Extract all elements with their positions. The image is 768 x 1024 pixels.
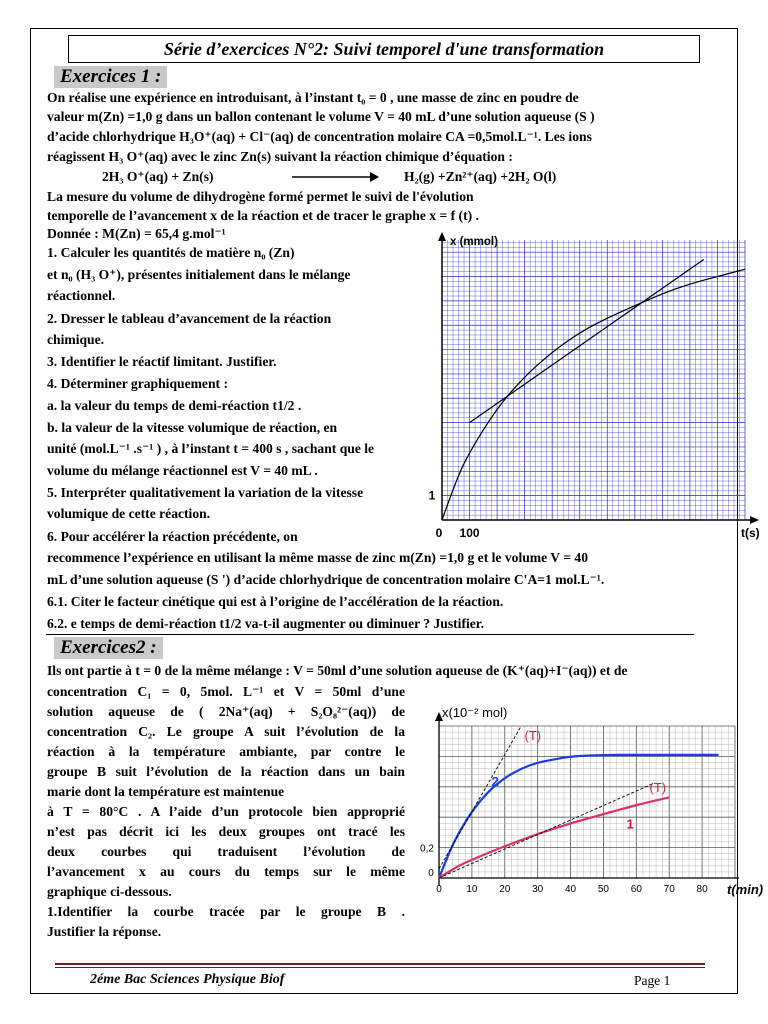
ex2-left-line: deux courbes qui traduisent l’évolution de bbox=[47, 844, 405, 859]
q6-line-1: 6. Pour accélérer la réaction précédente, on bbox=[47, 529, 298, 544]
x-tick-label: 70 bbox=[663, 884, 675, 895]
equation-reactants: 2H₃ O⁺(aq) + Zn(s) bbox=[102, 169, 214, 184]
q4b-line-2: unité (mol.L⁻¹ .s⁻¹ ) , à l’instant t = 400 s , sachant que le bbox=[47, 441, 375, 456]
ex2-left-line: n’est pas décrit ici les deux groupes ont tracé les bbox=[47, 824, 405, 839]
q4b-line-1: b. la valeur de la vitesse volumique de réaction, en bbox=[47, 420, 338, 435]
ex2-question-1: 1.Identifier la courbe tracée par le groupe B . bbox=[47, 904, 405, 919]
y-axis-label: x (mmol) bbox=[450, 236, 498, 248]
y-axis-label: x(10⁻² mol) bbox=[442, 705, 508, 720]
ex1-line-1: On réalise une expérience en introduisant, à l’instant t₀ = 0 , une masse de zinc en poudre de bbox=[47, 90, 579, 105]
exercise-2-heading: Exercices2 : bbox=[54, 637, 163, 659]
footer-page-number: Page 1 bbox=[634, 973, 671, 988]
tangent-label: (T) bbox=[524, 728, 542, 743]
footer-rule-bottom bbox=[55, 967, 705, 968]
ex2-left-line: solution aqueuse de ( 2Na⁺(aq) + S₂O₈²⁻(aq)) de bbox=[47, 704, 405, 719]
tangent-label: (T) bbox=[649, 779, 667, 795]
ex1-line-6: temporelle de l’avancement x de la réaction et de tracer le graphe x = f (t) . bbox=[47, 208, 479, 223]
q6-line-2: recommence l’expérience en utilisant la même masse de zinc m(Zn) =1,0 g et le volume V = 40 bbox=[47, 550, 589, 565]
y-tick-label: 0,2 bbox=[420, 843, 434, 855]
curve-x-of-t bbox=[442, 269, 745, 520]
ex1-line-5: La mesure du volume de dihydrogène formé permet le suivi de l'évolution bbox=[47, 189, 474, 204]
x-tick-label: 40 bbox=[564, 884, 577, 895]
q6-2: 6.2. e temps de demi-réaction t1/2 va-t-il augmenter ou diminuer ? Justifier. bbox=[47, 616, 484, 631]
tangent-line bbox=[439, 784, 653, 878]
x-tick-label: 60 bbox=[630, 884, 642, 895]
ex2-question-1-end: Justifier la réponse. bbox=[47, 924, 162, 939]
x-tick-label: 10 bbox=[466, 884, 478, 895]
ex2-left-line: concentration C₁ = 0, 5mol. L⁻¹ et V = 50ml d’une bbox=[47, 684, 405, 699]
y-tick-label: 1 bbox=[428, 488, 436, 503]
chart-1-x-vs-t bbox=[420, 232, 760, 547]
q5-line-2: volumique de cette réaction. bbox=[47, 506, 211, 521]
q4: 4. Déterminer graphiquement : bbox=[47, 376, 228, 391]
exercise-1-heading: Exercices 1 : bbox=[54, 66, 167, 88]
curve-2-label: 2 bbox=[491, 773, 499, 789]
footer-class-label: 2éme Bac Sciences Physique Biof bbox=[90, 972, 285, 987]
ex1-line-3: d’acide chlorhydrique H₃O⁺(aq) + Cl⁻(aq) de concentration molaire CA =0,5mol.L⁻¹. Les ions bbox=[47, 129, 592, 144]
q4b-line-3: volume du mélange réactionnel est V = 40 mL . bbox=[47, 463, 318, 478]
x-tick-label: 50 bbox=[597, 884, 610, 895]
ex2-left-line: groupe B suit l’évolution de la réaction dans un bain bbox=[47, 764, 405, 779]
q1-line-1: 1. Calculer les quantités de matière n₀ (Zn) bbox=[47, 245, 295, 260]
ex2-left-line: réaction à la température ambiante, par contre le bbox=[47, 744, 405, 759]
q3: 3. Identifier le réactif limitant. Justifier. bbox=[47, 354, 277, 369]
footer-rule-top bbox=[55, 963, 705, 965]
q1-line-2: et n₀ (H₃ O⁺), présentes initialement dans le mélange bbox=[47, 267, 351, 282]
x-tick-label: 100 bbox=[459, 526, 480, 540]
x-tick-label: 80 bbox=[696, 884, 708, 895]
x-axis-arrow bbox=[750, 516, 759, 524]
x-axis-label: t(min) bbox=[727, 882, 764, 897]
q2-line-1: 2. Dresser le tableau d’avancement de la réaction bbox=[47, 311, 332, 326]
q6-line-3: mL d’une solution aqueuse (S ') d’acide chlorhydrique de concentration molaire C'A=1 mol.L⁻¹. bbox=[47, 572, 605, 587]
ex2-line-1: Ils ont partie à t = 0 de la même mélange : V = 50ml d’une solution aqueuse de (K⁺(aq)+I⁻(aq)) et de bbox=[47, 663, 628, 678]
ex1-line-2: valeur m(Zn) =1,0 g dans un ballon contenant le volume V = 40 mL d’une solution aqueuse (S ) bbox=[47, 109, 595, 124]
curve-1-label: 1 bbox=[626, 816, 634, 832]
chart-2-x-vs-t bbox=[412, 698, 764, 908]
y-tick-label: 0 bbox=[428, 868, 434, 879]
ex2-left-line: marie dont la température est maintenue bbox=[47, 784, 285, 799]
q2-line-2: chimique. bbox=[47, 332, 105, 347]
q5-line-1: 5. Interpréter qualitativement la variation de la vitesse bbox=[47, 485, 364, 500]
x-tick-label: 0 bbox=[436, 884, 442, 895]
q6-1: 6.1. Citer le facteur cinétique qui est à l’origine de l’accélération de la réaction. bbox=[47, 594, 504, 609]
ex2-left-line: à T = 80°C . A l’aide d’un protocole bien approprié bbox=[47, 804, 405, 819]
ex2-left-line: concentration C₂. Le groupe A suit l’évolution de la bbox=[47, 724, 405, 739]
x-axis-label: t(s) bbox=[741, 526, 760, 540]
y-axis-arrow bbox=[438, 232, 446, 241]
origin-label: 0 bbox=[435, 526, 443, 540]
ex2-left-line: l’avancement x au cours du temps sur le même bbox=[47, 864, 405, 879]
ex1-data-given: Donnée : M(Zn) = 65,4 g.mol⁻¹ bbox=[47, 226, 226, 241]
q4a: a. la valeur du temps de demi-réaction t1/2 . bbox=[47, 398, 302, 413]
page-title: Série d’exercices N°2: Suivi temporel d'une transformation bbox=[68, 35, 700, 63]
ex2-paragraph bbox=[47, 682, 405, 942]
ex2-left-line: graphique ci-dessous. bbox=[47, 884, 172, 899]
x-tick-label: 30 bbox=[532, 884, 544, 895]
reaction-arrow bbox=[290, 171, 380, 183]
section-divider bbox=[46, 634, 694, 635]
q1-line-3: réactionnel. bbox=[47, 288, 116, 303]
ex1-line-4: réagissent H₃ O⁺(aq) avec le zinc Zn(s) suivant la réaction chimique d’équation : bbox=[47, 149, 513, 164]
x-tick-label: 20 bbox=[499, 884, 511, 895]
equation-products: H₂(g) +Zn²⁺(aq) +2H₂ O(l) bbox=[404, 169, 557, 184]
